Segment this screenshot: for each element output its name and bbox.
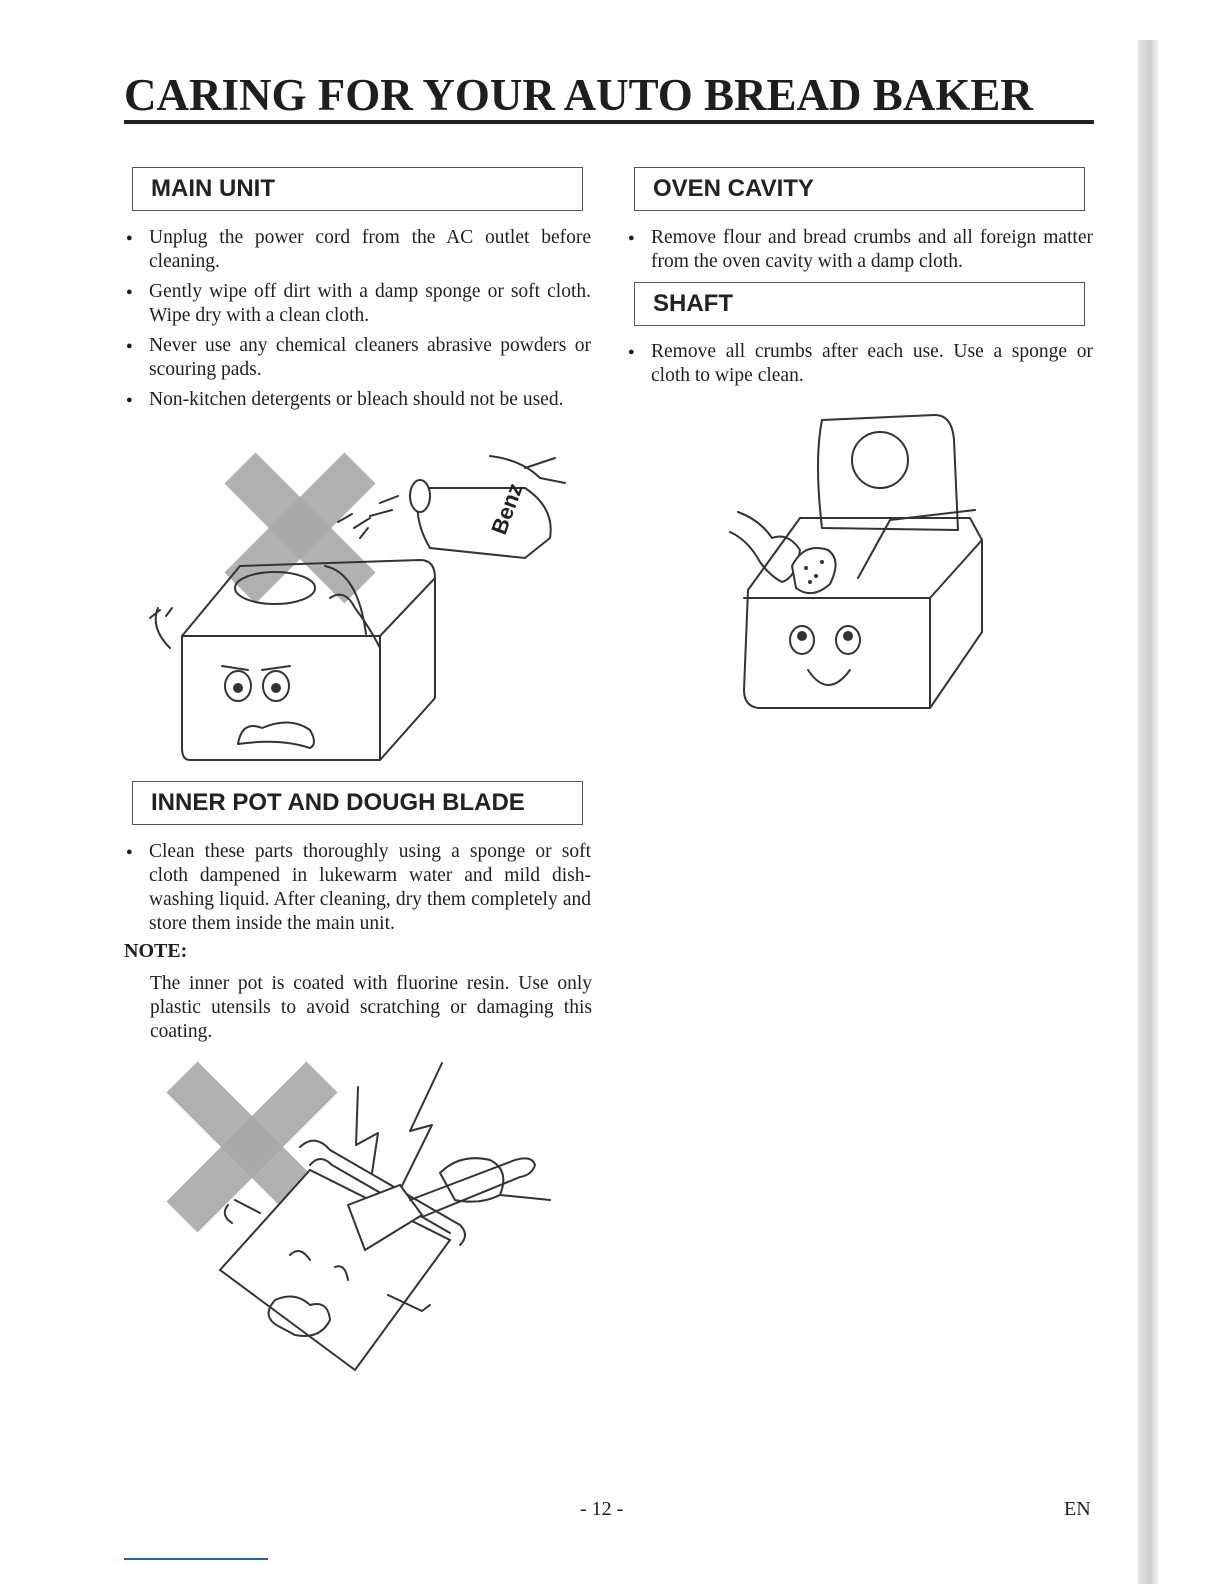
- oven-cavity-heading-text: OVEN CAVITY: [653, 175, 814, 202]
- note-label: NOTE:: [124, 940, 188, 962]
- shaft-heading: [634, 282, 1085, 326]
- list-item: ● Non-kitchen detergents or bleach should not be used.: [124, 388, 591, 412]
- page-title: CARING FOR YOUR AUTO BREAD BAKER: [124, 70, 1033, 120]
- footnote-rule: [124, 1558, 268, 1560]
- scan-edge-shadow: [1138, 40, 1158, 1584]
- bread-maker-happy-icon: [744, 415, 982, 708]
- main-unit-heading: [132, 167, 583, 211]
- list-item: ● Never use any chemical cleaners abrasive powders or scouring pads.: [124, 334, 591, 382]
- metal-spatula-with-hand-icon: [348, 1158, 550, 1250]
- lightning-bolt-icon: [356, 1063, 442, 1200]
- oven-cavity-heading: [634, 167, 1085, 211]
- no-chemical-cleaner-illustration: [130, 448, 590, 778]
- list-item: ● Remove all crumbs after each use. Use a sponge or cloth to wipe clean.: [626, 340, 1093, 388]
- oven-cavity-list: [626, 226, 1093, 280]
- list-item: ● Clean these parts thoroughly using a sponge or soft cloth dampened in lukewarm water and mild dish-washing liquid. After cleaning, dry them completely and store them inside the main unit.: [124, 840, 591, 936]
- wipe-clean-illustration: [730, 400, 1000, 710]
- inner-pot-list: [124, 840, 591, 942]
- language-code: EN: [1064, 1498, 1091, 1520]
- page-number: - 12 -: [580, 1498, 624, 1520]
- main-unit-heading-text: MAIN UNIT: [151, 175, 275, 202]
- shaft-list: [626, 340, 1093, 394]
- spray-can-icon: [338, 456, 565, 558]
- main-unit-list: [124, 226, 591, 418]
- inner-pot-heading: [132, 781, 583, 825]
- no-metal-utensil-illustration: [160, 1055, 560, 1385]
- shaft-heading-text: SHAFT: [653, 290, 733, 317]
- list-item: ● Gently wipe off dirt with a damp sponge or soft cloth. Wipe dry with a clean cloth.: [124, 280, 591, 328]
- title-rule: [124, 120, 1094, 124]
- note-text: The inner pot is coated with fluorine resin. Use only plastic utensils to avoid scratching or damaging this coating.: [150, 973, 592, 1042]
- spray-can-label: Benz: [486, 479, 528, 538]
- prohibited-x-mark: [240, 468, 360, 588]
- inner-pot-heading-text: INNER POT AND DOUGH BLADE: [151, 789, 525, 816]
- list-item: ● Remove flour and bread crumbs and all foreign matter from the oven cavity with a damp cloth.: [626, 226, 1093, 274]
- bread-maker-sad-icon: [150, 560, 435, 760]
- list-item: ● Unplug the power cord from the AC outlet before cleaning.: [124, 226, 591, 274]
- hand-with-sponge-icon: [730, 512, 836, 593]
